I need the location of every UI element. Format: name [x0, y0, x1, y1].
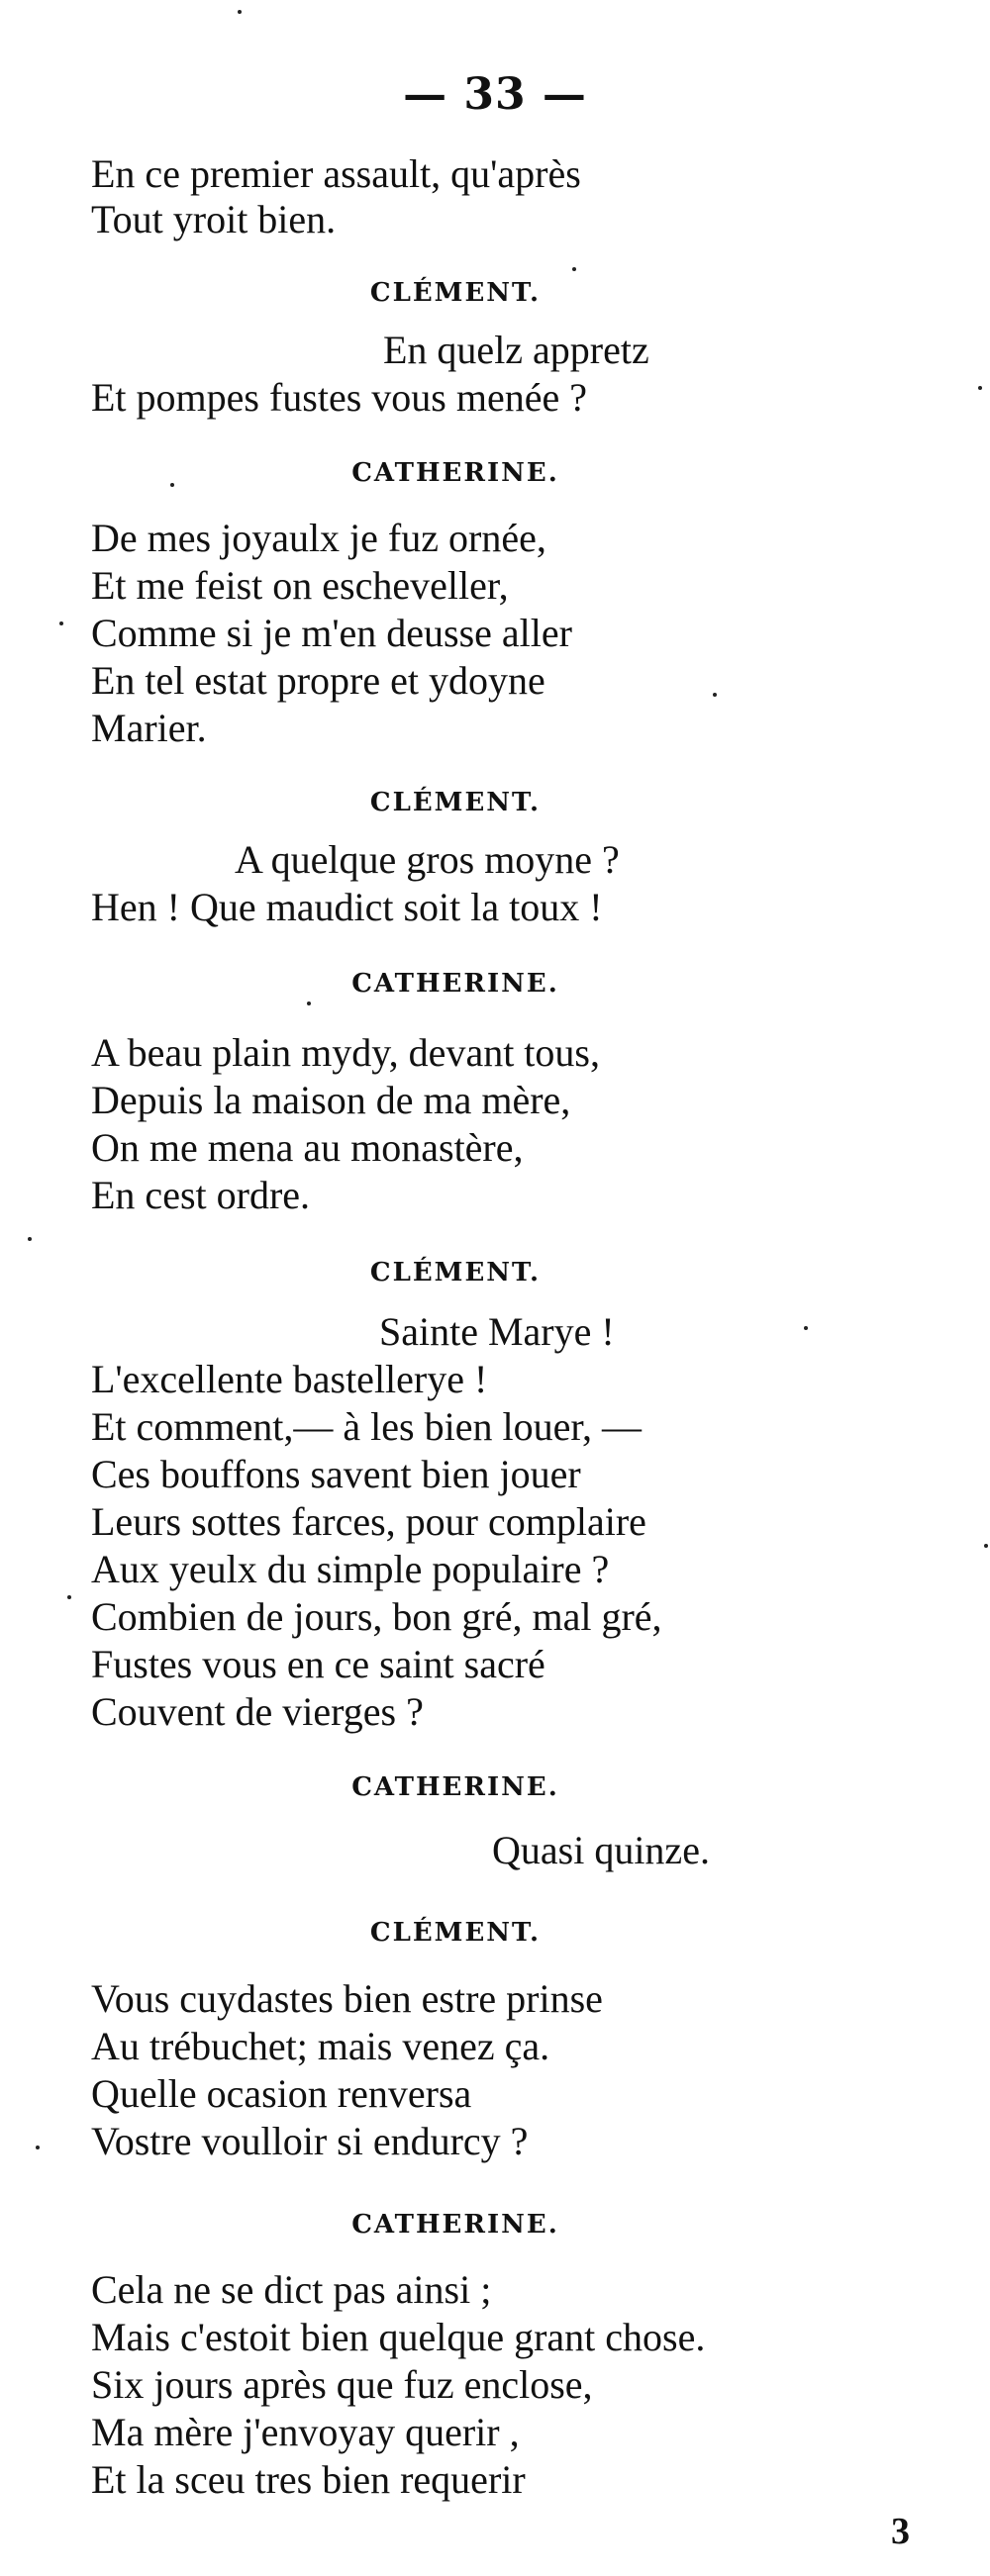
- speaker-label: CLÉMENT.: [369, 788, 542, 817]
- verse-line: Et comment,— à les bien louer, —: [91, 1404, 643, 1449]
- print-speck: [36, 2146, 40, 2149]
- verse-line: On me mena au monastère,: [91, 1125, 524, 1170]
- print-speck: [572, 267, 576, 271]
- print-speck: [307, 1002, 311, 1005]
- verse-line: Ces bouffons savent bien jouer: [91, 1452, 581, 1496]
- verse-line: De mes joyaulx je fuz ornée,: [91, 516, 546, 560]
- speaker-label: CATHERINE.: [351, 458, 559, 488]
- verse-line: Tout yroit bien.: [91, 197, 337, 241]
- speaker-label: CLÉMENT.: [369, 278, 542, 308]
- speaker-label: CATHERINE.: [351, 1772, 559, 1802]
- verse-line: Au trébuchet; mais venez ça.: [91, 2024, 550, 2068]
- verse-line: En tel estat propre et ydoyne: [91, 658, 545, 703]
- verse-line: Leurs sottes farces, pour complaire: [91, 1499, 646, 1544]
- verse-line: Aux yeulx du simple populaire ?: [91, 1547, 610, 1591]
- verse-line: Depuis la maison de ma mère,: [91, 1078, 571, 1122]
- verse-line: En cest ordre.: [91, 1173, 311, 1217]
- verse-line: Sainte Marye !: [379, 1309, 615, 1354]
- speaker-label: CLÉMENT.: [369, 1918, 542, 1948]
- speaker-label: CLÉMENT.: [369, 1258, 542, 1288]
- verse-line: En quelz appretz: [383, 328, 649, 372]
- verse-line: Cela ne se dict pas ainsi ;: [91, 2267, 492, 2312]
- verse-line: Ma mère j'envoyay querir ,: [91, 2410, 520, 2454]
- page-number: — 33 —: [403, 69, 587, 120]
- signature-mark: 3: [891, 2511, 910, 2552]
- verse-line: En ce premier assault, qu'après: [91, 151, 581, 196]
- verse-line: Quelle ocasion renversa: [91, 2071, 472, 2116]
- print-speck: [713, 693, 717, 697]
- verse-line: Marier.: [91, 706, 207, 750]
- print-speck: [804, 1326, 808, 1330]
- print-speck: [67, 1595, 71, 1599]
- verse-line: Combien de jours, bon gré, mal gré,: [91, 1594, 662, 1639]
- verse-line: Et pompes fustes vous menée ?: [91, 375, 587, 420]
- verse-line: Et la sceu tres bien requerir: [91, 2457, 526, 2502]
- verse-line: Vostre voulloir si endurcy ?: [91, 2119, 529, 2163]
- verse-line: Six jours après que fuz enclose,: [91, 2362, 593, 2407]
- verse-line: Quasi quinze.: [492, 1828, 710, 1872]
- print-speck: [978, 386, 982, 390]
- speaker-label: CATHERINE.: [351, 969, 559, 999]
- print-speck: [59, 621, 63, 625]
- print-speck: [984, 1544, 988, 1548]
- verse-line: Vous cuydastes bien estre prinse: [91, 1976, 603, 2021]
- verse-line: Comme si je m'en deusse aller: [91, 611, 572, 655]
- verse-line: A beau plain mydy, devant tous,: [91, 1030, 600, 1075]
- verse-line: Et me feist on escheveller,: [91, 563, 509, 608]
- verse-line: L'excellente bastellerye !: [91, 1357, 488, 1401]
- verse-line: Mais c'estoit bien quelque grant chose.: [91, 2315, 706, 2359]
- verse-line: Hen ! Que maudict soit la toux !: [91, 885, 603, 929]
- speaker-label: CATHERINE.: [351, 2210, 559, 2240]
- verse-line: Fustes vous en ce saint sacré: [91, 1642, 545, 1686]
- print-speck: [28, 1237, 32, 1241]
- print-speck: [238, 10, 242, 14]
- verse-line: Couvent de vierges ?: [91, 1689, 424, 1734]
- print-speck: [170, 483, 174, 487]
- verse-line: A quelque gros moyne ?: [235, 837, 620, 882]
